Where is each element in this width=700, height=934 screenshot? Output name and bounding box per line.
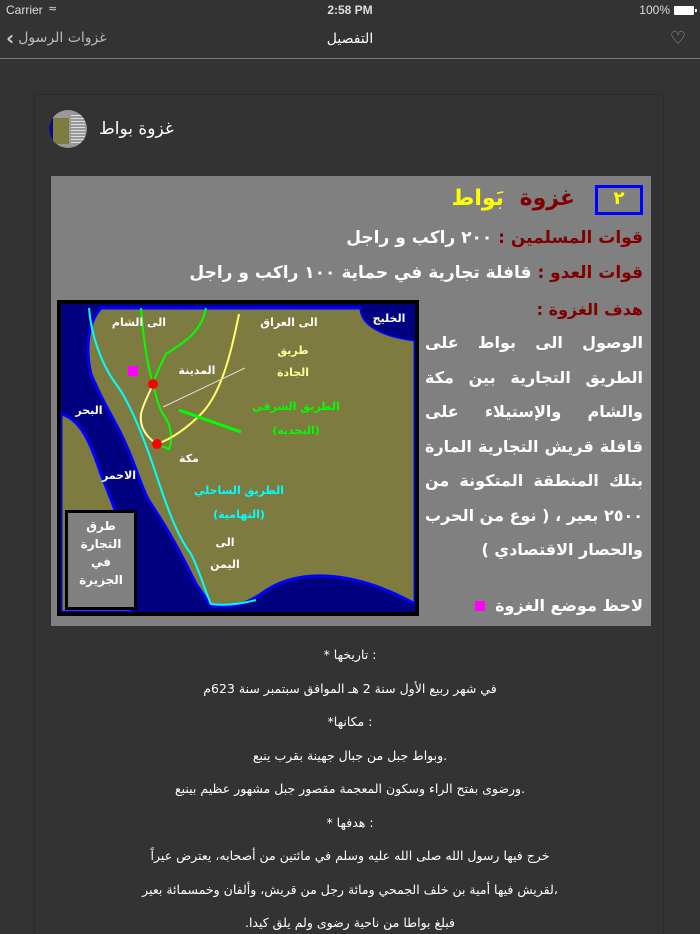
note-text: لاحظ موضع الغزوة [495, 596, 643, 615]
clock: 2:58 PM [327, 3, 373, 17]
legend-line: الجزيرة [79, 573, 123, 587]
battle-site-note [475, 596, 643, 615]
map-label-yemen-1: الى [215, 536, 235, 549]
map-label-yemen-2: اليمن [210, 558, 240, 571]
place-heading: : مكانها* [327, 714, 373, 729]
heart-icon[interactable]: ♡ [669, 28, 686, 49]
battle-details-text [0, 638, 700, 934]
date-heading: : تاريخها * [323, 647, 377, 662]
muslim-forces [346, 228, 643, 248]
map-label-jadda-1: طريق [277, 344, 309, 357]
carrier-label: Carrier [6, 3, 43, 17]
back-label: غزوات الرسول [18, 30, 107, 46]
muslim-forces-label: قوات المسلمين : [498, 228, 643, 248]
poster-title-name: بَواط [451, 186, 504, 211]
battery-icon [674, 6, 694, 15]
map-label-sea-2: الاحمر [101, 469, 137, 482]
chevron-left-icon: ‹ [6, 26, 15, 50]
wifi-icon: ≈ [48, 2, 58, 15]
battle-site-marker-icon [475, 601, 485, 611]
card-title: غزوة بواط [99, 119, 174, 139]
status-bar [0, 0, 700, 20]
poster-title-prefix: غزوة [519, 186, 575, 211]
legend-line: في [91, 555, 111, 569]
place-text-2: .ورضوى بفتح الراء وسكون المعجمة مقصور جبل مشهور عظيم بينبع [174, 781, 526, 796]
map-label-coastal-2: (التهامية) [213, 508, 265, 521]
trade-routes-map [57, 300, 419, 616]
battery-percent: 100% [639, 3, 670, 17]
map-label-gulf: الخليج [372, 312, 406, 325]
enemy-forces [189, 263, 643, 283]
card-header [49, 109, 174, 149]
muslim-forces-value: ٢٠٠ راكب و راجل [346, 228, 493, 248]
enemy-forces-label: قوات العدو : [537, 263, 643, 283]
place-text-1: .وبواط جبل من جبال جهينة بقرب ينبع [252, 747, 448, 763]
legend-line: التجارة [80, 537, 122, 551]
map-label-eastern-1: الطريق الشرقي [252, 400, 340, 413]
map-label-eastern-2: (النجدية) [272, 424, 320, 437]
page-title: التفصيل [326, 31, 374, 47]
map-label-coastal-1: الطريق الساحلي [193, 484, 285, 497]
map-label-jadda-2: الجادة [276, 366, 310, 379]
avatar [49, 110, 87, 148]
enemy-forces-value: قافلة تجارية في حماية ١٠٠ راكب و راجل [189, 263, 532, 283]
goal-text-2: ،لقريش فيها أمية بن خلف الجمحي ومائة رجل من قريش، وألفان وخمسمائة بعير [142, 881, 558, 897]
avatar-map-thumbnail [49, 118, 69, 144]
goal-heading: : هدفها * [326, 814, 374, 830]
avatar-text-thumbnail [71, 115, 85, 143]
goal-text-1: خرج فيها رسول الله صلى الله عليه وسلم في مائتين من أصحابه، يعترض عيراً [150, 848, 550, 863]
map-label-sea-1: البحر [75, 404, 103, 417]
map-label-madina: المدينة [178, 364, 216, 377]
goal-label: هدف الغزوة : [536, 300, 643, 319]
date-text: في شهر ربيع الأول سنة 2 هـ الموافق سبتمبر سنة 623م [203, 680, 497, 696]
battle-poster-image [51, 176, 651, 626]
map-label-iraq: الى العراق [260, 316, 318, 329]
map-label-makkah: مكة [179, 452, 199, 465]
goal-text: الوصول الى بواط على الطريق التجارية بين مكة والشام والإستيلاء على قافلة قريش التجارية المارة بتلك المنطقة المتكونة من ٢٥٠٠ بعير ، ( نوع من الحرب والحصار الاقتصادي ) [425, 333, 643, 559]
map-legend-box [65, 510, 137, 610]
legend-line: طرق [86, 519, 116, 533]
navigation-bar [0, 20, 700, 59]
goal-text-3: فبلغ بواطا من ناحية رضوى ولم يلق كيدا. [244, 915, 456, 930]
poster-title [451, 186, 575, 211]
battle-number-badge: ٢ [595, 185, 643, 215]
map-label-sham: الى الشام [111, 316, 167, 329]
